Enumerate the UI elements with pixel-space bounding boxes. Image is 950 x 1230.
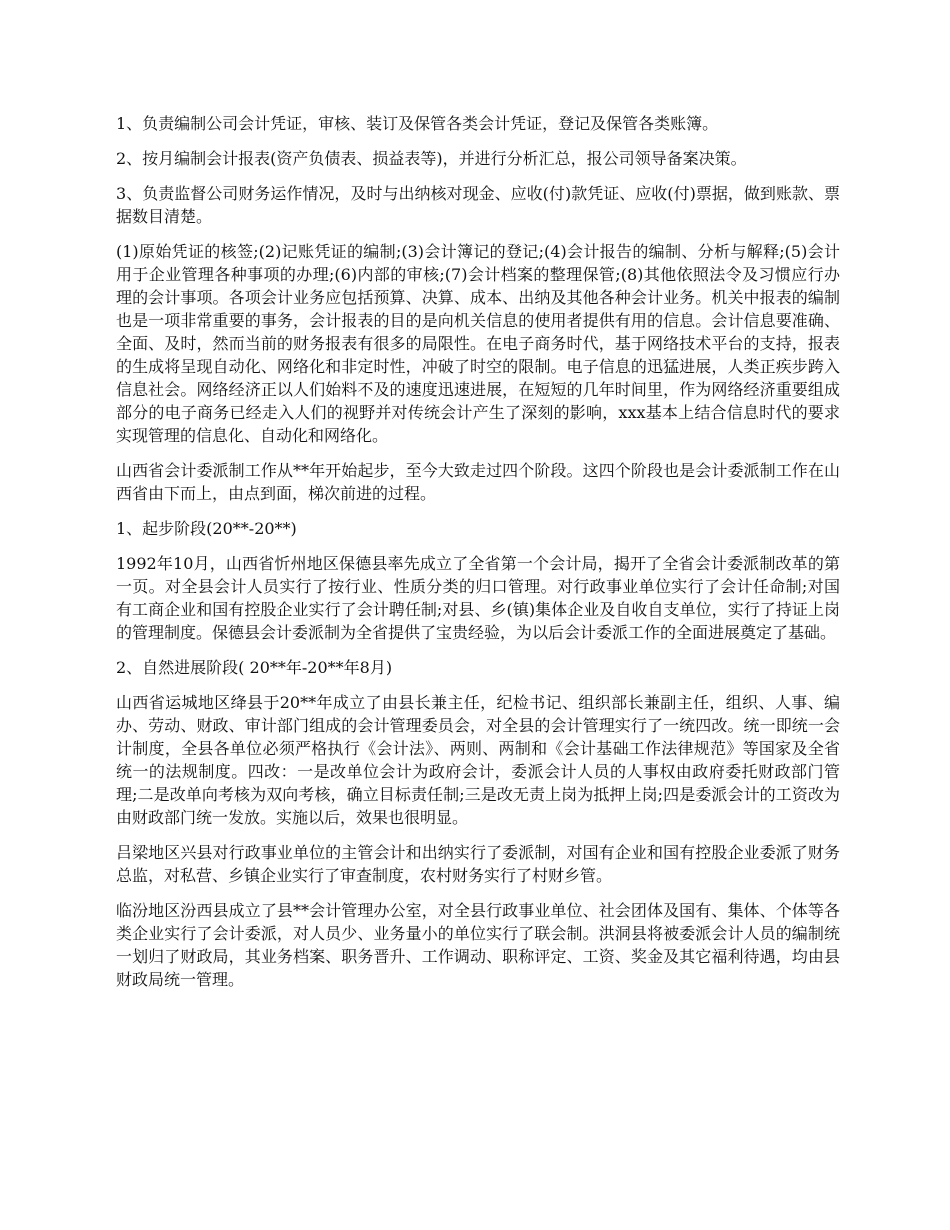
paragraph-stage-1: 1992年10月，山西省忻州地区保德县率先成立了全省第一个会计局，揭开了全省会计委派制改革的第一页。对全县会计人员实行了按行业、性质分类的归口管理。对行政事业单位实行了会计任命制;对国有工商企业和国有控股企业实行了会计聘任制;对县、乡(镇)集体企业及自收自支单位，实行了持证上岗的管理制度。保德县会计委派制为全省提供了宝贵经验，为以后会计委派工作的全面进展奠定了基础。 xyxy=(116,554,840,642)
document-body xyxy=(116,112,840,1003)
paragraph-accounting-items: (1)原始凭证的核签;(2)记账凭证的编制;(3)会计簿记的登记;(4)会计报告的编制、分析与解释;(5)会计用于企业管理各种事项的办理;(6)内部的审核;(7)会计档案的整理保管;(8)其他依照法令及习惯应行办理的会计事项。各项会计业务应包括预算、决算、成本、出纳及其他各种会计业务。机关中报表的编制也是一项非常重要的事务，会计报表的目的是向机关信息的使用者提供有用的信息。会计信息要准确、全面、及时，然而当前的财务报表有很多的局限性。在电子商务时代，基于网络技术平台的支持，报表的生成将呈现自动化、网络化和非定时性，冲破了时空的限制。电子信息的迅猛进展，人类正疾步跨入信息社会。网络经济正以人们始料不及的速度迅速进展，在短短的几年时间里，作为网络经济重要组成部分的电子商务已经走入人们的视野并对传统会计产生了深刻的影响，xxx基本上结合信息时代的要求实现管理的信息化、自动化和网络化。 xyxy=(116,242,840,445)
heading-stage-2: 2、自然进展阶段( 20**年-20**年8月) xyxy=(116,658,393,677)
paragraph-stage-2-jiangxian: 山西省运城地区绛县于20**年成立了由县长兼主任，纪检书记、组织部长兼副主任，组织、人事、编办、劳动、财政、审计部门组成的会计管理委员会，对全县的会计管理实行了一统四改。统一即统一会计制度，全县各单位必须严格执行《会计法》、两则、两制和《会计基础工作法律规范》等国家及全省统一的法规制度。四改：一是改单位会计为政府会计，委派会计人员的人事权由政府委托财政部门管理;二是改单向考核为双向考核，确立目标责任制;三是改无责上岗为抵押上岗;四是委派会计的工资改为由财政部门统一发放。实施以后，效果也很明显。 xyxy=(116,693,840,827)
paragraph-stage-2-fenxi: 临汾地区汾西县成立了县**会计管理办公室，对全县行政事业单位、社会团体及国有、集体、个体等各类企业实行了会计委派，对人员少、业务量小的单位实行了联会制。洪洞县将被委派会计人员的编制统一划归了财政局，其业务档案、职务晋升、工作调动、职称评定、工资、奖金及其它福利待遇，均由县财政局统一管理。 xyxy=(116,901,840,989)
paragraph-duty-2: 2、按月编制会计报表(资产负债表、损益表等)，并进行分析汇总，报公司领导备案决策。 xyxy=(116,149,747,168)
paragraph-stage-2-xingxian: 吕梁地区兴县对行政事业单位的主管会计和出纳实行了委派制，对国有企业和国有控股企业委派了财务总监，对私营、乡镇企业实行了审查制度，农村财务实行了村财乡管。 xyxy=(116,843,840,885)
heading-stage-1: 1、起步阶段(20**-20**) xyxy=(116,519,297,538)
paragraph-shanxi-intro: 山西省会计委派制工作从**年开始起步，至今大致走过四个阶段。这四个阶段也是会计委派制工作在山西省由下而上，由点到面，梯次前进的过程。 xyxy=(116,461,840,503)
paragraph-duty-3: 3、负责监督公司财务运作情况，及时与出纳核对现金、应收(付)款凭证、应收(付)票据，做到账款、票据数目清楚。 xyxy=(116,184,840,226)
paragraph-duty-1: 1、负责编制公司会计凭证，审核、装订及保管各类会计凭证，登记及保管各类账簿。 xyxy=(116,114,719,133)
